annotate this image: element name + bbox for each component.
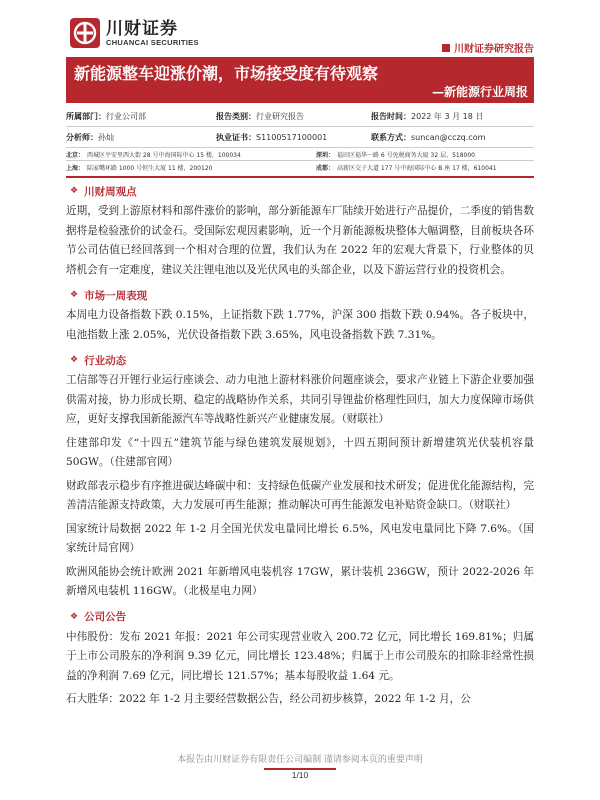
license-value: S1100517100001	[256, 132, 328, 142]
section-title: 行业动态	[84, 354, 127, 367]
page-number: 1/10	[291, 770, 309, 780]
report-type-label: 川财证券研究报告	[454, 44, 534, 55]
date-label: 报告时间：	[371, 111, 411, 121]
paragraph: 住建部印发《“十四五”建筑节能与绿色建筑发展规划》，十四五期间预计新增建筑光伏装机容量 50GW。（住建部官网）	[66, 436, 534, 468]
report-body	[66, 178, 534, 714]
addr-sz-value: 福田区福华一路 6 号免税商务大厦 32 层，518000	[337, 151, 476, 159]
license-label: 执业证书：	[216, 132, 256, 142]
section-title: 市场一周表现	[84, 289, 148, 302]
section-heading-announcements	[66, 606, 534, 628]
addr-cd-label: 成都：	[316, 164, 335, 172]
paragraph: 欧洲风能协会统计欧洲 2021 年新增风电装机容 17GW，累计装机 236GW，预计 2022-2026 年新增风电装机 116GW。（北极星电力网）	[66, 565, 534, 597]
section-heading-weekly-view	[66, 180, 534, 202]
paragraph: 近期，受到上游原材料和部件涨价的影响，部分新能源车厂陆续开始进行产品提价，二季度的销售数据将是检验涨价的试金石。受国际宏观因素影响，近一个月新能源板块整体大幅调整，目前板块各环节公司估值已经回落到一个相对合理的位置，我们认为在 2022 年的宏观大背景下，行业整体的贝塔机会有一定难度，建议关注锂电池以及光伏风电的头部企业，以及下游运营行业的投资机会。	[66, 205, 534, 276]
paragraph: 国家统计局数据 2022 年 1-2 月全国光伏发电量同比增长 6.5%，风电发电量同比下降 7.6%。（国家统计局官网）	[66, 522, 534, 554]
company-logo	[70, 18, 199, 48]
report-meta	[66, 106, 534, 173]
logo-en-text: CHUANCAI SECURITIES	[106, 37, 199, 47]
meta-row-2	[66, 127, 534, 148]
paragraph: 本周电力设备指数下跌 0.15%，上证指数下跌 1.77%，沪深 300 指数下跌 0.94%。各子板块中，电池指数上涨 2.05%，光伏设备指数下跌 3.65%，风电设备指数下跌 7.31%。	[66, 309, 534, 341]
paragraph: 中伟股份：发布 2021 年报：2021 年公司实现营业收入 200.72 亿元，同比增长 169.81%；归属于上市公司股东的净利润 9.39 亿元，同比增长 123.48%；归属于上市公司股东的扣除非经常性损益的净利润 7.69 亿元，同比增长 121.57%；基本每股收益 1.64 元。	[66, 630, 534, 682]
dept-value: 行业公司部	[106, 111, 146, 121]
report-title: 新能源整车迎涨价潮，市场接受度有待观察	[74, 64, 379, 83]
square-icon	[442, 44, 450, 52]
address-row-1	[66, 148, 534, 161]
analyst-value: 孙灿	[98, 132, 114, 142]
address-row-2	[66, 161, 534, 173]
contact-value[interactable]: suncan@cczq.com	[411, 132, 486, 142]
addr-sh-label: 上海：	[66, 164, 85, 172]
analyst-label: 分析师：	[66, 132, 98, 142]
diamond-icon: ❖	[70, 611, 79, 622]
addr-cd-value: 高新区交子大道 177 号中海国际中心 B 座 17 楼，610041	[337, 164, 497, 172]
footer-disclaimer: 本报告由川财证券有限责任公司编制 谨请参阅本页的重要声明	[177, 755, 423, 765]
section-heading-industry	[66, 349, 534, 371]
category-value: 行业研究报告	[256, 111, 304, 121]
title-band	[66, 57, 534, 103]
addr-sz-label: 深圳：	[316, 151, 335, 159]
addr-bj-label: 北京：	[66, 151, 85, 159]
paragraph: 石大胜华：2022 年 1-2 月主要经营数据公告，经公司初步核算，2022 年 1-2 月，公	[66, 693, 471, 705]
paragraph: 工信部等召开锂行业运行座谈会、动力电池上游材料涨价问题座谈会，要求产业链上下游企业要加强供需对接，协力形成长期、稳定的战略协作关系，共同引导锂盐价格理性回归，加大力度保障市场供应，更好支撑我国新能源汽车等战略性新兴产业健康发展。（财联社）	[66, 374, 534, 425]
contact-label: 联系方式：	[371, 132, 411, 142]
meta-row-1	[66, 106, 534, 127]
report-type-header	[442, 40, 534, 55]
logo-mark-icon	[70, 18, 100, 48]
logo-cn-text: 川财证券	[106, 18, 178, 39]
diamond-icon: ❖	[70, 290, 79, 300]
paragraph: 财政部表示稳步有序推进碳达峰碳中和：支持绿色低碳产业发展和技术研发；促进优化能源结构，完善清洁能源支持政策，大力发展可再生能源；推动解决可再生能源发电补贴资金缺口。（财联社）	[66, 479, 534, 511]
diamond-icon: ❖	[70, 186, 79, 196]
category-label: 报告类别：	[216, 111, 256, 121]
report-subtitle: —新能源行业周报	[431, 85, 528, 99]
addr-sh-value: 陆家嘴环路 1000 号恒生大厦 11 楼，200120	[87, 164, 213, 172]
diamond-icon: ❖	[70, 355, 79, 365]
addr-bj-value: 西城区平安里西大街 28 号中海国际中心 15 楼，100034	[87, 151, 241, 159]
dept-label: 所属部门：	[66, 111, 106, 121]
section-heading-market	[66, 284, 534, 306]
section-title: 公司公告	[84, 611, 127, 623]
date-value: 2022 年 3 月 18 日	[411, 111, 484, 121]
section-title: 川财周观点	[84, 185, 137, 198]
